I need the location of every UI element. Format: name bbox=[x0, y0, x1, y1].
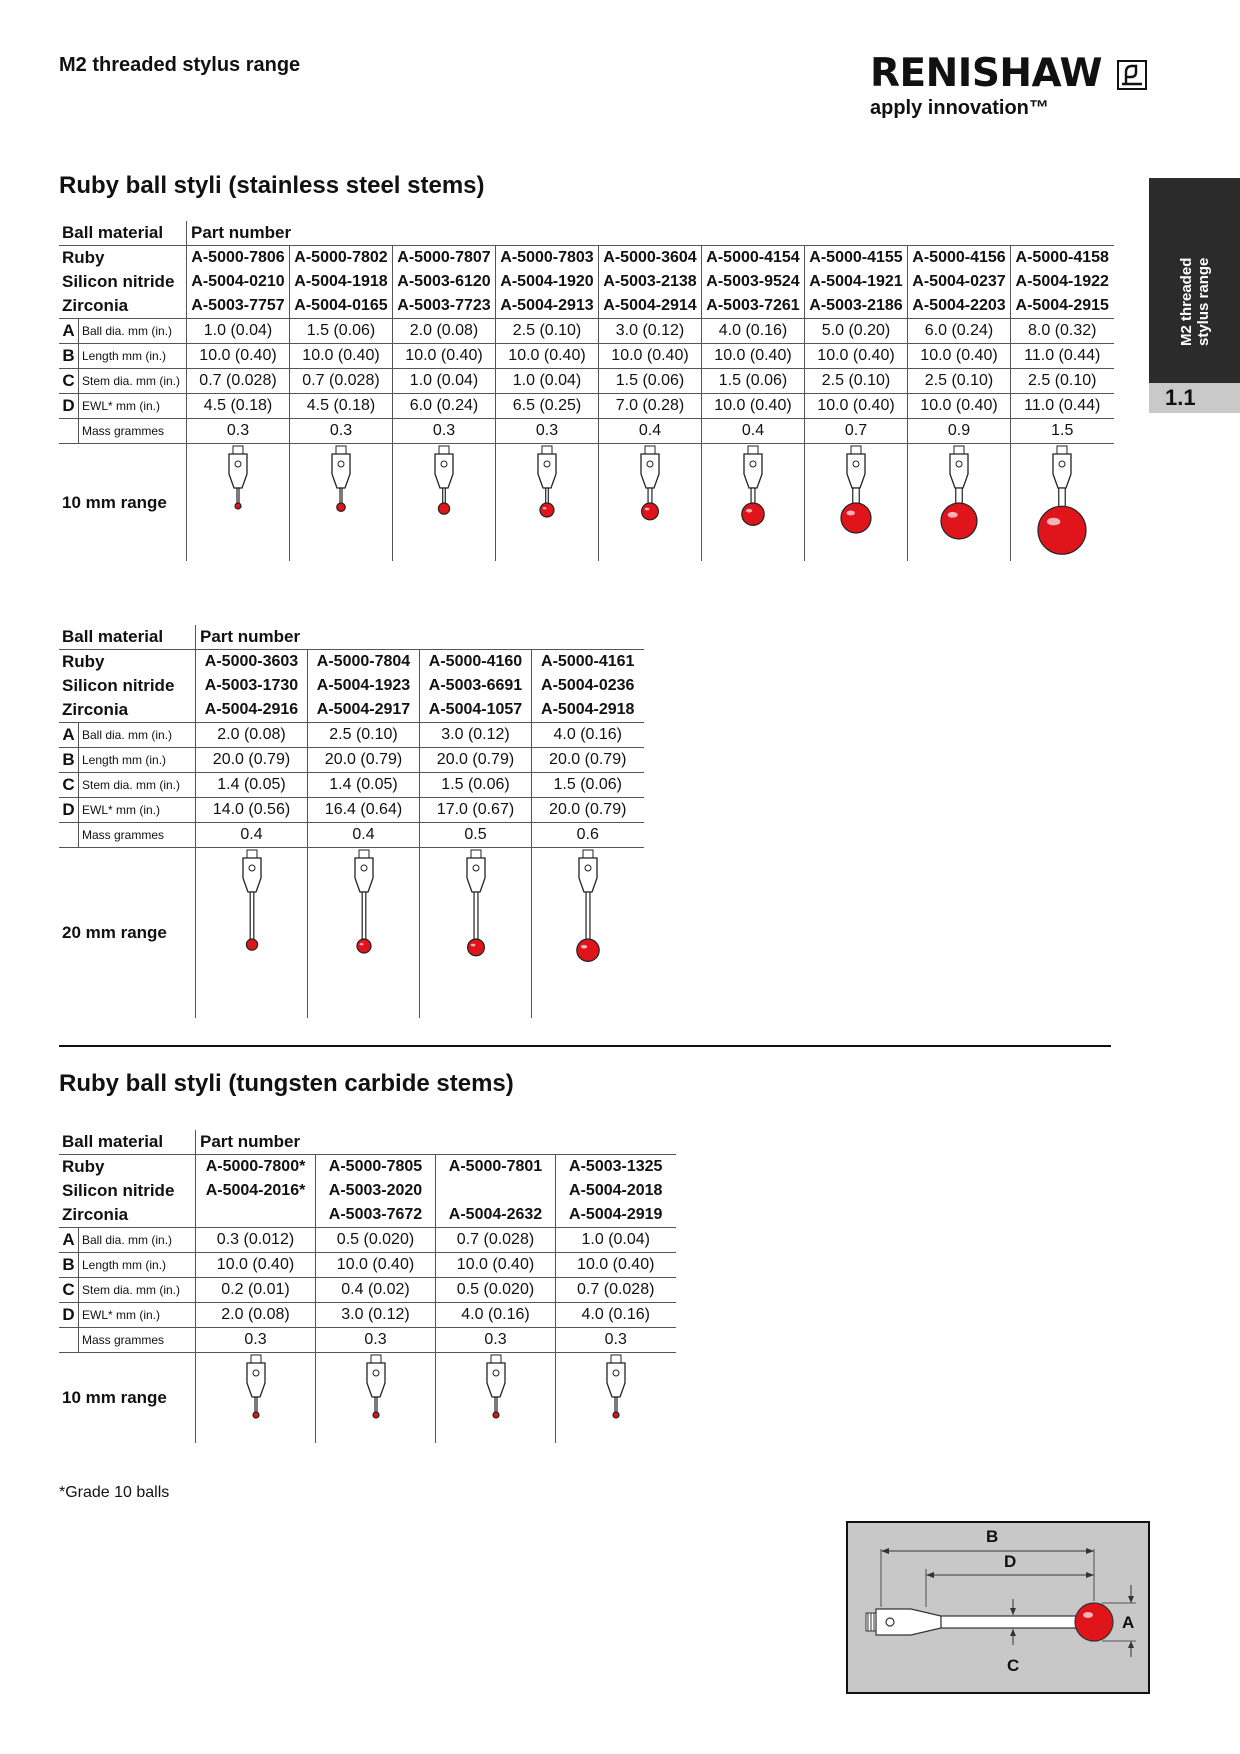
spec-value: 1.5 (0.06) bbox=[702, 369, 805, 394]
part-number-cell: A-5004-1923 bbox=[308, 674, 420, 698]
part-number-cell: A-5004-2915 bbox=[1011, 294, 1114, 319]
part-number-cell: A-5004-2916 bbox=[196, 698, 308, 723]
material-label: Silicon nitride bbox=[62, 1181, 175, 1200]
material-label: Silicon nitride bbox=[62, 676, 175, 695]
spec-value: 11.0 (0.44) bbox=[1011, 344, 1114, 369]
dimension-letter: B bbox=[59, 1253, 79, 1278]
spec-value: 4.0 (0.16) bbox=[436, 1303, 556, 1328]
stylus-dimension-diagram bbox=[846, 1521, 1150, 1694]
part-number-cell: A-5003-7723 bbox=[393, 294, 496, 319]
stylus-illustration bbox=[222, 848, 282, 957]
part-number-cell: A-5004-2919 bbox=[556, 1203, 676, 1228]
spec-value: 4.0 (0.16) bbox=[532, 723, 644, 748]
part-number-cell: A-5000-4161 bbox=[532, 650, 644, 675]
stylus-image-cell bbox=[393, 444, 496, 562]
dimension-letter: B bbox=[59, 748, 79, 773]
ruby-ball bbox=[742, 503, 764, 525]
spec-value: 1.5 (0.06) bbox=[532, 773, 644, 798]
spec-label: Length mm (in.) bbox=[79, 1253, 196, 1278]
spec-value: 6.0 (0.24) bbox=[908, 319, 1011, 344]
stylus-illustration bbox=[929, 444, 989, 546]
label-C: C bbox=[1007, 1656, 1020, 1675]
spec-value: 0.2 (0.01) bbox=[196, 1278, 316, 1303]
dimension-letter bbox=[59, 823, 79, 848]
spec-value: 0.5 (0.020) bbox=[316, 1228, 436, 1253]
stylus-image-cell bbox=[532, 848, 644, 1019]
part-number-cell: A-5004-0210 bbox=[187, 270, 290, 294]
material-label: Ruby bbox=[62, 1157, 105, 1176]
ruby-ball bbox=[373, 1412, 379, 1418]
spec-label: Ball dia. mm (in.) bbox=[79, 1228, 196, 1253]
label-A: A bbox=[1122, 1613, 1135, 1632]
dimension-letter bbox=[59, 419, 79, 444]
spec-value: 0.7 bbox=[805, 419, 908, 444]
label-B: B bbox=[986, 1527, 999, 1546]
renishaw-symbol-icon bbox=[1117, 60, 1147, 90]
ball-material-header: Ball material bbox=[59, 625, 196, 650]
spec-value: 0.5 bbox=[420, 823, 532, 848]
part-number-cell: A-5003-1325 bbox=[556, 1155, 676, 1180]
stylus-illustration bbox=[620, 444, 680, 527]
part-number-cell: A-5000-4158 bbox=[1011, 246, 1114, 271]
spec-value: 0.5 (0.020) bbox=[436, 1278, 556, 1303]
spec-value: 20.0 (0.79) bbox=[196, 748, 308, 773]
spec-value: 7.0 (0.28) bbox=[599, 394, 702, 419]
part-number-cell: A-5004-1921 bbox=[805, 270, 908, 294]
stylus-illustration bbox=[1032, 444, 1092, 561]
part-number-header: Part number bbox=[196, 625, 644, 650]
part-number-cell: A-5000-7803 bbox=[496, 246, 599, 271]
part-number-cell: A-5000-7804 bbox=[308, 650, 420, 675]
spec-value: 10.0 (0.40) bbox=[393, 344, 496, 369]
ruby-ball bbox=[357, 939, 371, 953]
dimension-letter: C bbox=[59, 369, 79, 394]
part-number-cell: A-5000-4156 bbox=[908, 246, 1011, 271]
side-tab-label: M2 threaded stylus range bbox=[1178, 257, 1212, 346]
part-number-cell: A-5000-7802 bbox=[290, 246, 393, 271]
dimension-letter: D bbox=[59, 394, 79, 419]
spec-value: 0.3 bbox=[556, 1328, 676, 1353]
stylus-image-cell bbox=[908, 444, 1011, 562]
part-number-cell: A-5000-3604 bbox=[599, 246, 702, 271]
dimension-letter: D bbox=[59, 1303, 79, 1328]
stylus-illustration bbox=[466, 1353, 526, 1425]
spec-value: 10.0 (0.40) bbox=[908, 394, 1011, 419]
spec-value: 2.5 (0.10) bbox=[1011, 369, 1114, 394]
spec-value: 14.0 (0.56) bbox=[196, 798, 308, 823]
footnote: *Grade 10 balls bbox=[59, 1484, 170, 1501]
spec-value: 0.3 bbox=[316, 1328, 436, 1353]
stylus-illustration bbox=[208, 444, 268, 516]
section-title-stainless: Ruby ball styli (stainless steel stems) bbox=[59, 172, 485, 199]
spec-value: 1.0 (0.04) bbox=[496, 369, 599, 394]
part-number-cell: A-5000-3603 bbox=[196, 650, 308, 675]
stainless-10mm-table bbox=[59, 221, 1114, 561]
spec-value: 10.0 (0.40) bbox=[316, 1253, 436, 1278]
ruby-ball bbox=[246, 939, 257, 950]
part-number-cell: A-5000-4160 bbox=[420, 650, 532, 675]
part-number-cell: A-5004-2913 bbox=[496, 294, 599, 319]
stylus-image-cell bbox=[187, 444, 290, 562]
part-number-cell: A-5004-2918 bbox=[532, 698, 644, 723]
dimension-letter: A bbox=[59, 1228, 79, 1253]
stylus-image-cell bbox=[420, 848, 532, 1019]
spec-label: Ball dia. mm (in.) bbox=[79, 723, 196, 748]
spec-value: 11.0 (0.44) bbox=[1011, 394, 1114, 419]
spec-value: 10.0 (0.40) bbox=[702, 344, 805, 369]
part-number-cell: A-5003-2138 bbox=[599, 270, 702, 294]
spec-label: Stem dia. mm (in.) bbox=[79, 773, 196, 798]
spec-label: Mass grammes bbox=[79, 419, 187, 444]
spec-value: 20.0 (0.79) bbox=[532, 798, 644, 823]
spec-label: EWL* mm (in.) bbox=[79, 798, 196, 823]
part-number-cell: A-5000-7807 bbox=[393, 246, 496, 271]
spec-value: 3.0 (0.12) bbox=[316, 1303, 436, 1328]
material-label: Ruby bbox=[62, 248, 105, 267]
ruby-ball bbox=[642, 503, 659, 520]
spec-value: 4.0 (0.16) bbox=[702, 319, 805, 344]
stylus-illustration bbox=[311, 444, 371, 518]
stylus-image-cell bbox=[556, 1353, 676, 1444]
stylus-image-cell bbox=[805, 444, 908, 562]
part-number-cell: A-5004-0165 bbox=[290, 294, 393, 319]
spec-label: Ball dia. mm (in.) bbox=[79, 319, 187, 344]
ruby-ball bbox=[253, 1412, 259, 1418]
stainless-20mm-table bbox=[59, 625, 644, 1018]
spec-value: 0.3 bbox=[393, 419, 496, 444]
spec-value: 1.5 (0.06) bbox=[290, 319, 393, 344]
stylus-illustration bbox=[226, 1353, 286, 1425]
section-side-tab bbox=[1149, 178, 1240, 383]
stylus-image-cell bbox=[316, 1353, 436, 1444]
part-number-cell: A-5003-6691 bbox=[420, 674, 532, 698]
stylus-illustration bbox=[558, 848, 618, 968]
stylus-illustration bbox=[446, 848, 506, 963]
dimension-letter bbox=[59, 1328, 79, 1353]
ruby-ball bbox=[493, 1412, 499, 1418]
stylus-illustration bbox=[723, 444, 783, 532]
spec-label: Stem dia. mm (in.) bbox=[79, 369, 187, 394]
ball-material-header: Ball material bbox=[59, 1130, 196, 1155]
spec-value: 1.5 (0.06) bbox=[599, 369, 702, 394]
dimension-letter: A bbox=[59, 723, 79, 748]
part-number-cell: A-5003-1730 bbox=[196, 674, 308, 698]
range-label: 20 mm range bbox=[62, 923, 167, 942]
part-number-cell: A-5003-7672 bbox=[316, 1203, 436, 1228]
part-number-cell: A-5003-6120 bbox=[393, 270, 496, 294]
tungsten-10mm-table bbox=[59, 1130, 676, 1443]
spec-value: 2.0 (0.08) bbox=[196, 1303, 316, 1328]
section-number-tab bbox=[1149, 383, 1240, 413]
spec-label: Mass grammes bbox=[79, 823, 196, 848]
material-label: Zirconia bbox=[59, 294, 187, 319]
part-number-cell: A-5004-2203 bbox=[908, 294, 1011, 319]
ruby-ball bbox=[577, 939, 599, 961]
ruby-ball bbox=[540, 503, 554, 517]
spec-value: 0.6 bbox=[532, 823, 644, 848]
spec-value: 2.0 (0.08) bbox=[393, 319, 496, 344]
stylus-illustration bbox=[414, 444, 474, 521]
part-number-cell: A-5000-4155 bbox=[805, 246, 908, 271]
part-number-cell bbox=[196, 1203, 316, 1228]
ruby-ball bbox=[941, 503, 977, 539]
spec-value: 0.4 bbox=[702, 419, 805, 444]
spec-label: EWL* mm (in.) bbox=[79, 1303, 196, 1328]
stylus-illustration bbox=[826, 444, 886, 540]
spec-value: 10.0 (0.40) bbox=[702, 394, 805, 419]
spec-value: 10.0 (0.40) bbox=[805, 394, 908, 419]
part-number-cell: A-5004-1057 bbox=[420, 698, 532, 723]
stylus-illustration bbox=[517, 444, 577, 524]
spec-value: 1.4 (0.05) bbox=[196, 773, 308, 798]
dimension-letter: C bbox=[59, 773, 79, 798]
spec-value: 10.0 (0.40) bbox=[187, 344, 290, 369]
material-label: Zirconia bbox=[59, 1203, 196, 1228]
stylus-image-cell bbox=[496, 444, 599, 562]
spec-value: 0.4 bbox=[308, 823, 420, 848]
spec-value: 0.3 (0.012) bbox=[196, 1228, 316, 1253]
part-number-cell: A-5000-7801 bbox=[436, 1155, 556, 1180]
spec-value: 1.0 (0.04) bbox=[393, 369, 496, 394]
part-number-cell: A-5004-1920 bbox=[496, 270, 599, 294]
spec-label: Length mm (in.) bbox=[79, 748, 196, 773]
spec-value: 0.7 (0.028) bbox=[556, 1278, 676, 1303]
spec-value: 10.0 (0.40) bbox=[908, 344, 1011, 369]
stylus-image-cell bbox=[308, 848, 420, 1019]
diagram-ball bbox=[1075, 1603, 1113, 1641]
spec-value: 0.7 (0.028) bbox=[436, 1228, 556, 1253]
spec-value: 2.0 (0.08) bbox=[196, 723, 308, 748]
part-number-cell: A-5000-4154 bbox=[702, 246, 805, 271]
range-label: 10 mm range bbox=[62, 1388, 167, 1407]
spec-value: 2.5 (0.10) bbox=[805, 369, 908, 394]
spec-value: 5.0 (0.20) bbox=[805, 319, 908, 344]
section-title-tungsten: Ruby ball styli (tungsten carbide stems) bbox=[59, 1070, 514, 1097]
part-number-cell: A-5003-9524 bbox=[702, 270, 805, 294]
part-number-cell: A-5000-7806 bbox=[187, 246, 290, 271]
section-divider bbox=[59, 1045, 1111, 1047]
spec-value: 6.0 (0.24) bbox=[393, 394, 496, 419]
part-number-cell: A-5004-1922 bbox=[1011, 270, 1114, 294]
part-number-cell: A-5004-2018 bbox=[556, 1179, 676, 1203]
spec-value: 4.5 (0.18) bbox=[290, 394, 393, 419]
stylus-image-cell bbox=[196, 1353, 316, 1444]
spec-value: 10.0 (0.40) bbox=[496, 344, 599, 369]
part-number-cell: A-5003-7757 bbox=[187, 294, 290, 319]
spec-value: 0.4 bbox=[196, 823, 308, 848]
section-number: 1.1 bbox=[1165, 385, 1196, 410]
part-number-cell bbox=[436, 1179, 556, 1203]
dimension-letter: D bbox=[59, 798, 79, 823]
spec-value: 10.0 (0.40) bbox=[436, 1253, 556, 1278]
spec-value: 0.4 (0.02) bbox=[316, 1278, 436, 1303]
part-number-cell: A-5003-2020 bbox=[316, 1179, 436, 1203]
label-D: D bbox=[1004, 1552, 1017, 1571]
spec-value: 2.5 (0.10) bbox=[308, 723, 420, 748]
spec-value: 0.3 bbox=[436, 1328, 556, 1353]
spec-label: EWL* mm (in.) bbox=[79, 394, 187, 419]
spec-value: 2.5 (0.10) bbox=[496, 319, 599, 344]
material-label: Silicon nitride bbox=[62, 272, 175, 291]
stylus-image-cell bbox=[290, 444, 393, 562]
part-number-header: Part number bbox=[187, 221, 1114, 246]
ruby-ball bbox=[438, 503, 449, 514]
spec-value: 10.0 (0.40) bbox=[290, 344, 393, 369]
stylus-illustration bbox=[586, 1353, 646, 1425]
part-number-cell: A-5000-7800* bbox=[196, 1155, 316, 1180]
part-number-cell: A-5004-0236 bbox=[532, 674, 644, 698]
spec-value: 8.0 (0.32) bbox=[1011, 319, 1114, 344]
stylus-image-cell bbox=[436, 1353, 556, 1444]
spec-value: 0.3 bbox=[187, 419, 290, 444]
material-label: Zirconia bbox=[59, 698, 196, 723]
page-header-title: M2 threaded stylus range bbox=[59, 54, 301, 76]
ruby-ball bbox=[337, 503, 345, 511]
ruby-ball bbox=[1038, 506, 1086, 554]
spec-value: 0.7 (0.028) bbox=[290, 369, 393, 394]
dimension-letter: A bbox=[59, 319, 79, 344]
spec-value: 0.3 bbox=[290, 419, 393, 444]
spec-label: Mass grammes bbox=[79, 1328, 196, 1353]
spec-value: 0.3 bbox=[496, 419, 599, 444]
part-number-cell: A-5004-2016* bbox=[196, 1179, 316, 1203]
spec-value: 1.0 (0.04) bbox=[187, 319, 290, 344]
spec-value: 10.0 (0.40) bbox=[805, 344, 908, 369]
spec-value: 20.0 (0.79) bbox=[420, 748, 532, 773]
renishaw-logo bbox=[870, 52, 1153, 122]
part-number-cell: A-5004-2917 bbox=[308, 698, 420, 723]
spec-value: 2.5 (0.10) bbox=[908, 369, 1011, 394]
range-label: 10 mm range bbox=[62, 492, 167, 512]
spec-value: 20.0 (0.79) bbox=[532, 748, 644, 773]
part-number-cell: A-5004-2914 bbox=[599, 294, 702, 319]
spec-value: 0.3 bbox=[196, 1328, 316, 1353]
stylus-image-cell bbox=[702, 444, 805, 562]
material-label: Ruby bbox=[62, 652, 105, 671]
spec-label: Length mm (in.) bbox=[79, 344, 187, 369]
spec-value: 1.5 bbox=[1011, 419, 1114, 444]
spec-value: 3.0 (0.12) bbox=[420, 723, 532, 748]
part-number-cell: A-5004-2632 bbox=[436, 1203, 556, 1228]
part-number-cell: A-5003-2186 bbox=[805, 294, 908, 319]
spec-value: 0.9 bbox=[908, 419, 1011, 444]
dimension-letter: B bbox=[59, 344, 79, 369]
spec-value: 10.0 (0.40) bbox=[599, 344, 702, 369]
part-number-cell: A-5004-1918 bbox=[290, 270, 393, 294]
stylus-image-cell bbox=[1011, 444, 1114, 562]
spec-value: 0.4 bbox=[599, 419, 702, 444]
dimension-letter: C bbox=[59, 1278, 79, 1303]
part-number-header: Part number bbox=[196, 1130, 676, 1155]
spec-value: 1.5 (0.06) bbox=[420, 773, 532, 798]
spec-value: 3.0 (0.12) bbox=[599, 319, 702, 344]
part-number-cell: A-5004-0237 bbox=[908, 270, 1011, 294]
spec-value: 1.4 (0.05) bbox=[308, 773, 420, 798]
spec-value: 6.5 (0.25) bbox=[496, 394, 599, 419]
stylus-image-cell bbox=[196, 848, 308, 1019]
part-number-cell: A-5003-7261 bbox=[702, 294, 805, 319]
ruby-ball bbox=[613, 1412, 619, 1418]
stylus-illustration bbox=[346, 1353, 406, 1425]
stylus-image-cell bbox=[599, 444, 702, 562]
ball-material-header: Ball material bbox=[59, 221, 187, 246]
spec-value: 4.0 (0.16) bbox=[556, 1303, 676, 1328]
spec-value: 17.0 (0.67) bbox=[420, 798, 532, 823]
spec-value: 10.0 (0.40) bbox=[556, 1253, 676, 1278]
ruby-ball bbox=[235, 503, 241, 509]
spec-label: Stem dia. mm (in.) bbox=[79, 1278, 196, 1303]
logo-tagline: apply innovation™ bbox=[870, 97, 1049, 119]
logo-wordmark: RENISHAW bbox=[870, 51, 1102, 96]
stylus-illustration bbox=[334, 848, 394, 960]
part-number-cell: A-5000-7805 bbox=[316, 1155, 436, 1180]
spec-value: 4.5 (0.18) bbox=[187, 394, 290, 419]
spec-value: 0.7 (0.028) bbox=[187, 369, 290, 394]
ruby-ball bbox=[467, 939, 484, 956]
spec-value: 20.0 (0.79) bbox=[308, 748, 420, 773]
spec-value: 1.0 (0.04) bbox=[556, 1228, 676, 1253]
ruby-ball bbox=[841, 503, 871, 533]
spec-value: 16.4 (0.64) bbox=[308, 798, 420, 823]
spec-value: 10.0 (0.40) bbox=[196, 1253, 316, 1278]
